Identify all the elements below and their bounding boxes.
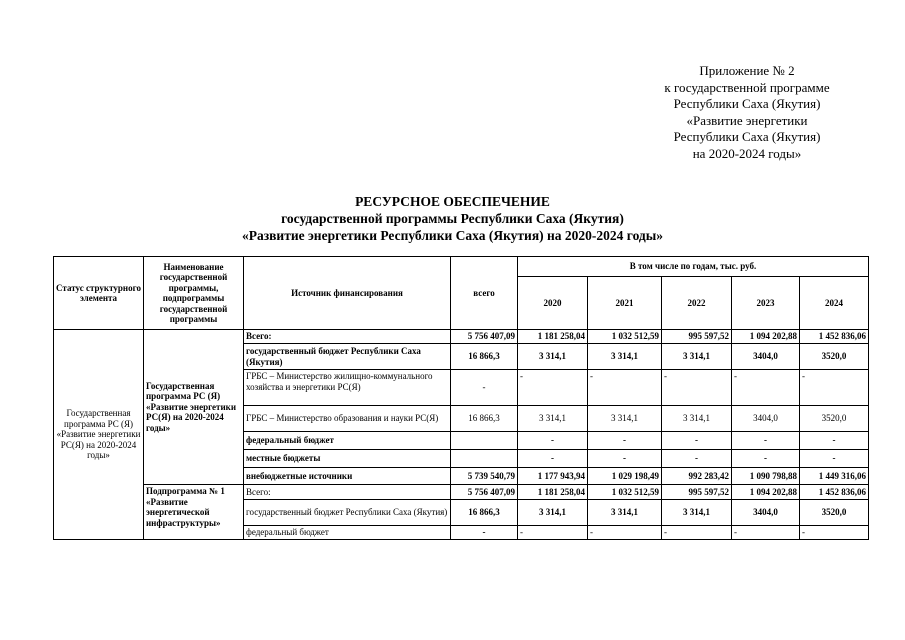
annex-line: «Развитие энергетики <box>686 112 808 128</box>
source-cell: внебюджетные источники <box>244 468 451 485</box>
value-cell: 1 181 258,04 <box>518 485 588 500</box>
value-cell: 3 314,1 <box>662 500 732 526</box>
value-cell: 1 449 316,06 <box>800 468 869 485</box>
header-year: 2023 <box>732 277 800 330</box>
table-row <box>54 485 869 500</box>
source-cell: Всего: <box>244 330 451 344</box>
value-cell: 3404,0 <box>732 500 800 526</box>
status-cell: Государственная программа РС (Я) «Развитие энергетики РС(Я) на 2020-2024 годы» <box>54 330 144 540</box>
value-cell: - <box>662 432 732 450</box>
value-cell: 16 866,3 <box>451 500 518 526</box>
value-cell: 3 314,1 <box>662 406 732 432</box>
value-cell: 995 597,52 <box>662 330 732 344</box>
annex-line: Приложение № 2 <box>699 63 795 78</box>
value-cell <box>451 432 518 450</box>
value-cell: 3 314,1 <box>588 500 662 526</box>
value-cell: - <box>518 450 588 468</box>
value-cell: - <box>800 370 869 406</box>
value-cell: 3 314,1 <box>518 500 588 526</box>
value-cell: 3 314,1 <box>588 344 662 370</box>
value-cell: 995 597,52 <box>662 485 732 500</box>
value-cell: 1 452 836,06 <box>800 330 869 344</box>
value-cell: 1 452 836,06 <box>800 485 869 500</box>
header-status: Статус структурного элемента <box>54 257 144 330</box>
document-title <box>0 193 905 244</box>
header-name: Наименование государственной программы, подпрограммы государственной программы <box>144 257 244 330</box>
value-cell: - <box>732 432 800 450</box>
subprogram-name-cell: Подпрограмма № 1 «Развитие энергетической инфраструктуры» <box>144 485 244 540</box>
source-cell: федеральный бюджет <box>244 526 451 540</box>
value-cell: - <box>800 432 869 450</box>
header-by-years: В том числе по годам, тыс. руб. <box>518 257 869 277</box>
value-cell: 1 032 512,59 <box>588 330 662 344</box>
source-cell: государственный бюджет Республики Саха (Якутия) <box>244 344 451 370</box>
value-cell: 3520,0 <box>800 406 869 432</box>
header-total: всего <box>451 257 518 330</box>
annex-note <box>637 63 857 162</box>
value-cell: - <box>662 450 732 468</box>
header-year: 2024 <box>800 277 869 330</box>
annex-line: на 2020-2024 годы» <box>692 145 802 161</box>
value-cell: - <box>800 450 869 468</box>
value-cell: 1 181 258,04 <box>518 330 588 344</box>
header-year: 2020 <box>518 277 588 330</box>
header-year: 2021 <box>588 277 662 330</box>
value-cell: 3 314,1 <box>518 406 588 432</box>
value-cell: 992 283,42 <box>662 468 732 485</box>
source-cell: ГРБС – Министерство жилищно-коммунального хозяйства и энергетики РС(Я) <box>244 370 451 406</box>
source-cell: федеральный бюджет <box>244 432 451 450</box>
value-cell: 16 866,3 <box>451 406 518 432</box>
value-cell: 3520,0 <box>800 500 869 526</box>
source-cell: местные бюджеты <box>244 450 451 468</box>
source-cell: Всего: <box>244 485 451 500</box>
value-cell: 1 090 798,88 <box>732 468 800 485</box>
value-cell: 1 094 202,88 <box>732 485 800 500</box>
value-cell: - <box>662 370 732 406</box>
value-cell: - <box>588 450 662 468</box>
annex-line: Республики Саха (Якутия) <box>673 129 821 144</box>
program-name-cell: Государственная программа РС (Я) «Развитие энергетики РС(Я) на 2020-2024 годы» <box>144 330 244 485</box>
header-source: Источник финансирования <box>244 257 451 330</box>
source-cell: государственный бюджет Республики Саха (Якутия) <box>244 500 451 526</box>
annex-line: Республики Саха (Якутия) <box>673 96 821 111</box>
value-cell <box>451 450 518 468</box>
value-cell: - <box>451 370 518 406</box>
value-cell: - <box>518 370 588 406</box>
value-cell: 3404,0 <box>732 344 800 370</box>
annex-line: к государственной программе <box>664 79 830 95</box>
value-cell: - <box>518 526 588 540</box>
value-cell: 5 739 540,79 <box>451 468 518 485</box>
value-cell: 1 177 943,94 <box>518 468 588 485</box>
value-cell: 5 756 407,09 <box>451 330 518 344</box>
header-year: 2022 <box>662 277 732 330</box>
value-cell: 1 032 512,59 <box>588 485 662 500</box>
table-row <box>54 330 869 344</box>
value-cell: 3404,0 <box>732 406 800 432</box>
source-cell: ГРБС – Министерство образования и науки РС(Я) <box>244 406 451 432</box>
value-cell: - <box>662 526 732 540</box>
value-cell: 16 866,3 <box>451 344 518 370</box>
value-cell: - <box>732 450 800 468</box>
title-line: государственной программы Республики Саха (Якутия) <box>281 211 624 226</box>
value-cell: - <box>518 432 588 450</box>
value-cell: - <box>732 370 800 406</box>
value-cell: - <box>800 526 869 540</box>
value-cell: - <box>588 370 662 406</box>
title-line: РЕСУРСНОЕ ОБЕСПЕЧЕНИЕ <box>355 194 550 209</box>
title-line: «Развитие энергетики Республики Саха (Якутия) на 2020-2024 годы» <box>241 228 664 243</box>
value-cell: 3 314,1 <box>588 406 662 432</box>
value-cell: 5 756 407,09 <box>451 485 518 500</box>
value-cell: 1 094 202,88 <box>732 330 800 344</box>
value-cell: 3520,0 <box>800 344 869 370</box>
resource-table <box>53 256 869 540</box>
value-cell: - <box>588 526 662 540</box>
header-row <box>54 257 869 277</box>
value-cell: - <box>588 432 662 450</box>
value-cell: 3 314,1 <box>518 344 588 370</box>
value-cell: - <box>451 526 518 540</box>
value-cell: 3 314,1 <box>662 344 732 370</box>
value-cell: 1 029 198,49 <box>588 468 662 485</box>
value-cell: - <box>732 526 800 540</box>
